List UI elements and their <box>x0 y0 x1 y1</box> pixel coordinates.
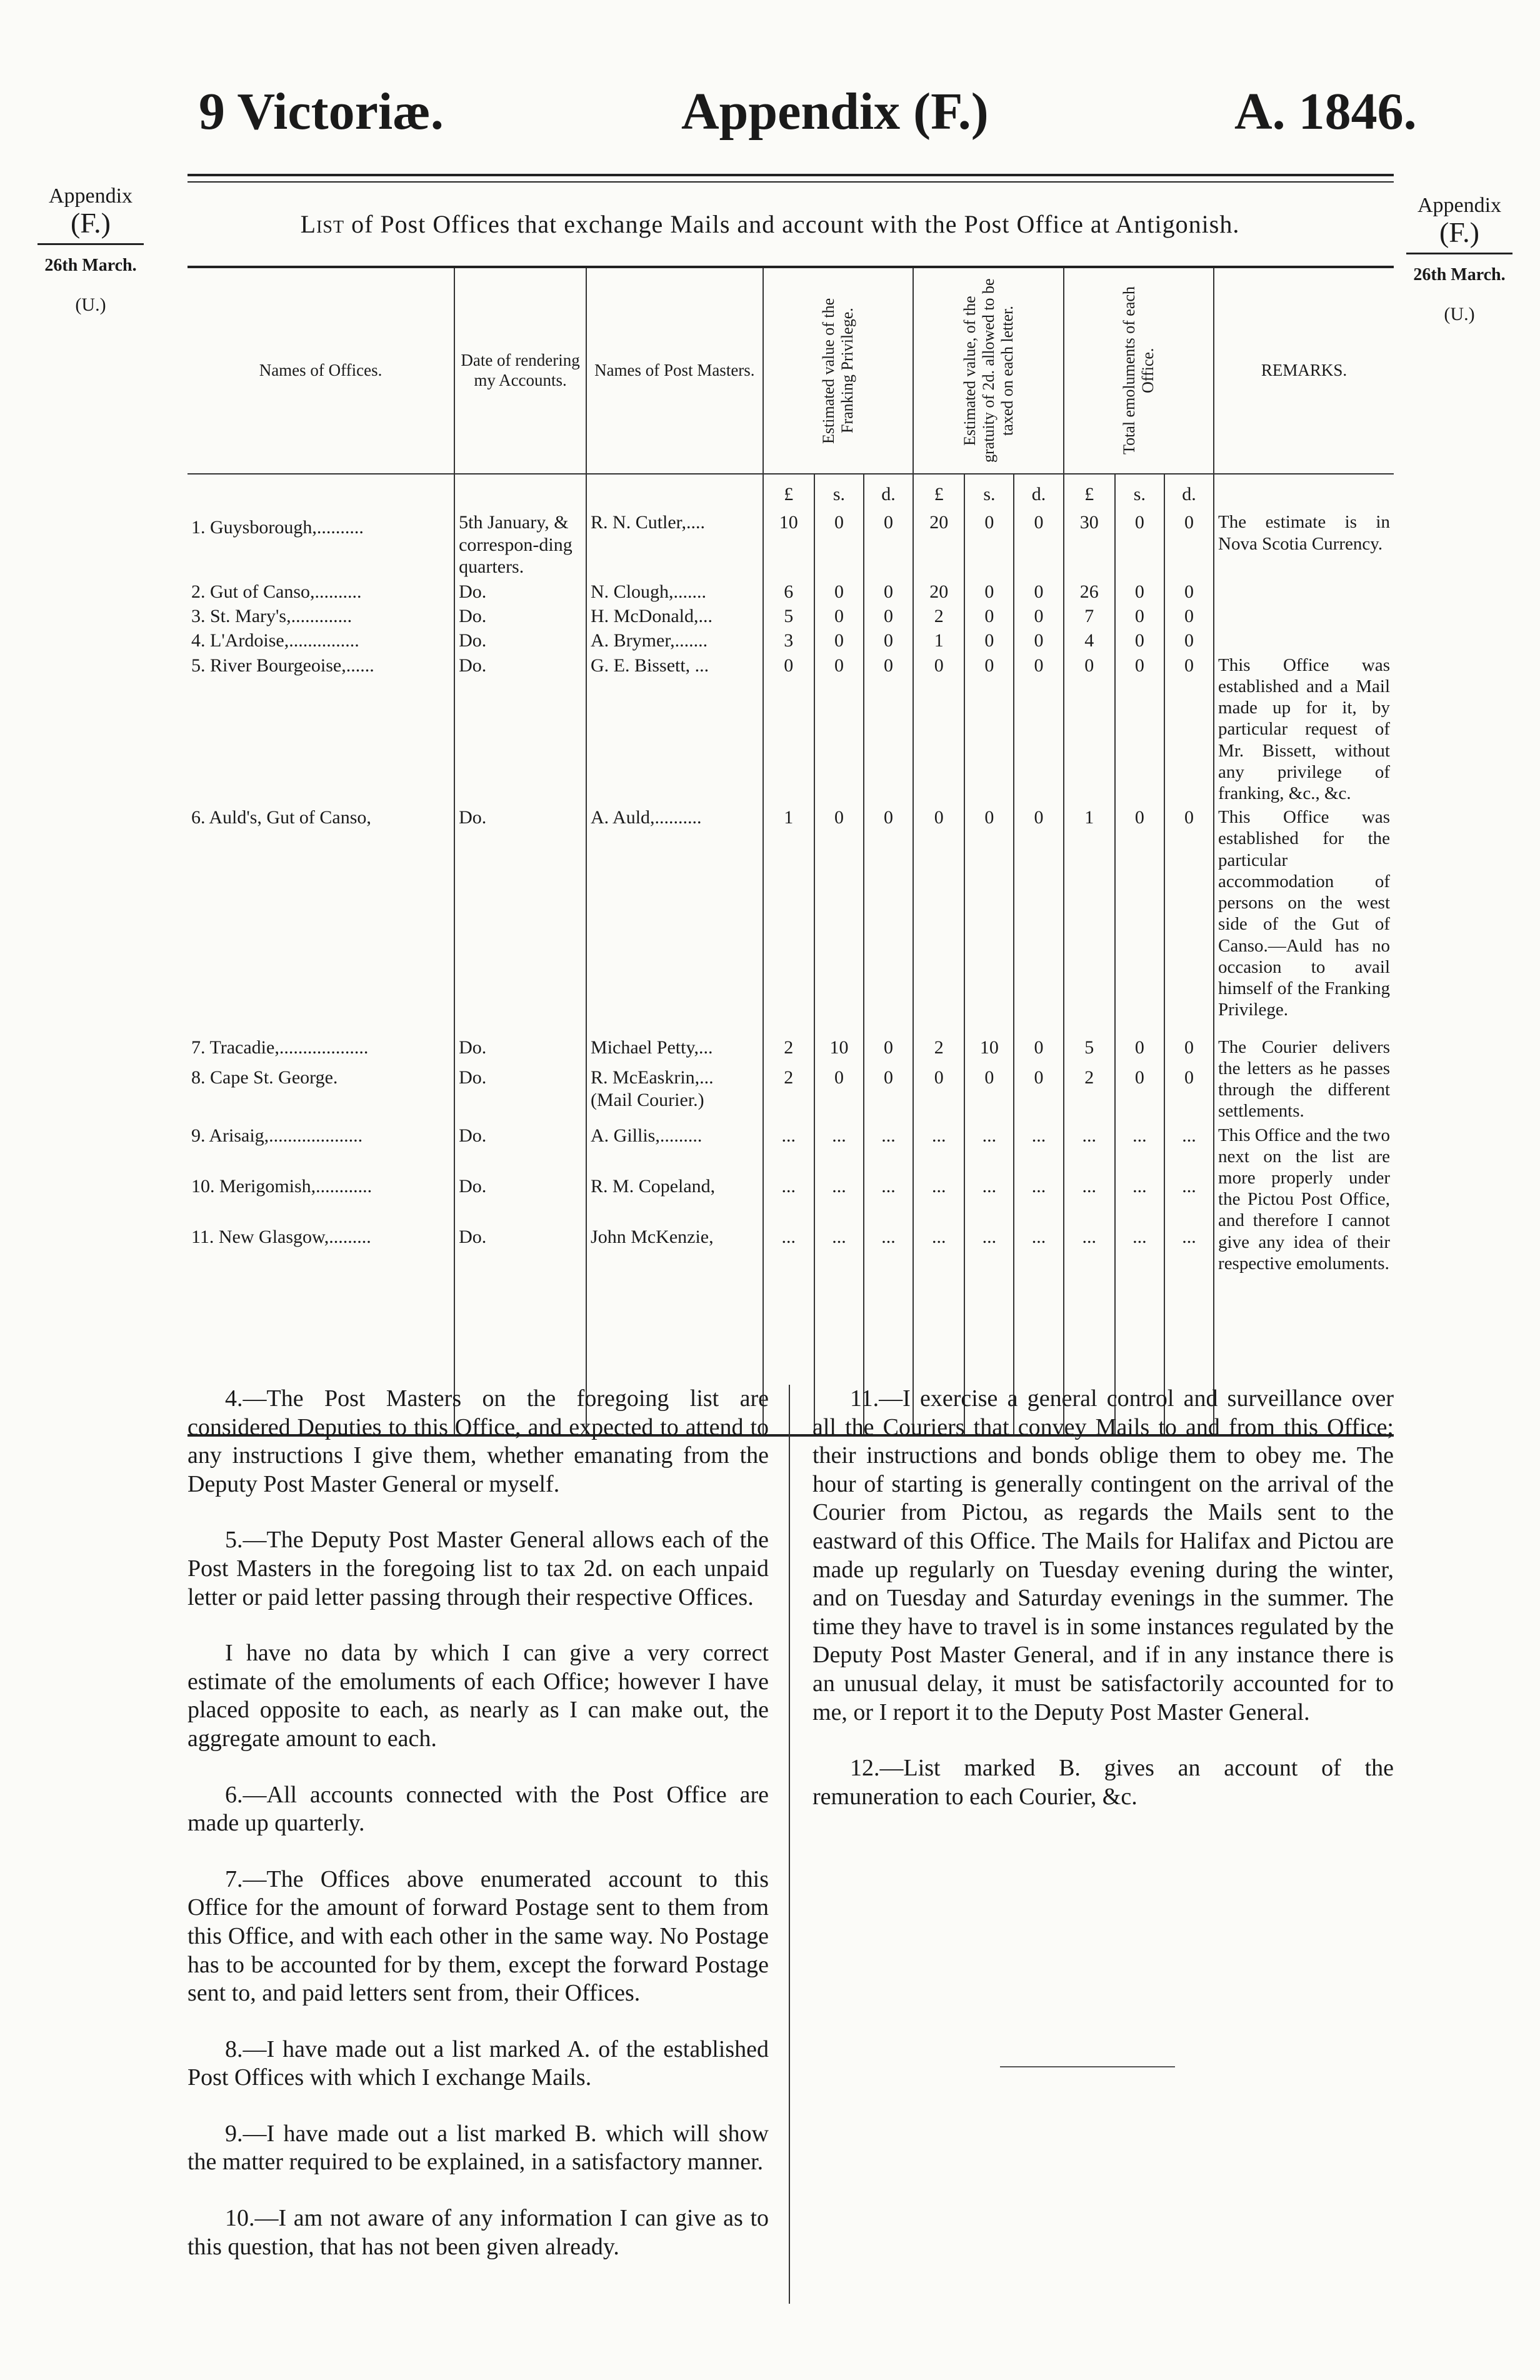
post-master-name: Michael Petty,... <box>591 1037 713 1058</box>
table-row <box>188 1174 1394 1225</box>
value-cell: 0 <box>814 628 864 653</box>
value-cell: 0 <box>913 653 964 806</box>
value-cell: 0 <box>814 580 864 604</box>
value-cell: 0 <box>814 604 864 628</box>
value-cell: 0 <box>864 510 913 579</box>
account-date: Do. <box>454 1065 586 1123</box>
value-cell: ... <box>964 1225 1014 1275</box>
remarks-cell: This Office was established for the particular accommodation of persons on the west side of the Gut of Canso.—Auld has no occasion to avail himself of the Franking Privilege. <box>1218 807 1390 1020</box>
value-cell: ... <box>1164 1225 1214 1275</box>
post-master-name: R. N. Cutler,.... <box>591 512 705 533</box>
value-cell: 0 <box>763 653 814 806</box>
value-cell: 0 <box>1164 580 1214 604</box>
col-header-date: Date of rendering my Accounts. <box>454 267 586 474</box>
office-name: 6. Auld's, Gut of Canso, <box>188 805 454 1035</box>
table-row <box>188 1065 1394 1123</box>
value-cell: ... <box>864 1123 913 1174</box>
value-cell: 10 <box>763 510 814 579</box>
side-note-left <box>25 184 156 315</box>
paragraph-8: 8.—I have made out a list marked A. of the established Post Offices with which I exchange Mails. <box>188 2036 769 2091</box>
title-text: of Post Offices that exchange Mails and account with the Post Office at Antigonish. <box>351 210 1240 238</box>
col-header-franking-text: Estimated value of the Franking Privilege. <box>819 298 856 444</box>
table-row <box>188 1225 1394 1275</box>
account-date: Do. <box>454 805 586 1035</box>
value-cell: ... <box>814 1174 864 1225</box>
value-cell: ... <box>763 1123 814 1174</box>
side-sub: (U.) <box>1444 303 1475 324</box>
value-cell: 0 <box>1164 1065 1214 1123</box>
post-master <box>586 805 763 1035</box>
table-row <box>188 1035 1394 1066</box>
unit-cell: £ <box>763 474 814 510</box>
value-cell: 0 <box>964 580 1014 604</box>
post-master-name: A. Gillis,......... <box>591 1125 702 1146</box>
account-date: 5th January, & correspon-ding quarters. <box>454 510 586 579</box>
post-master-name: G. E. Bissett, ... <box>591 655 709 676</box>
column-divider <box>789 1385 790 2304</box>
value-cell: 0 <box>1115 653 1164 806</box>
account-date: Do. <box>454 580 586 604</box>
value-cell: 30 <box>1064 510 1115 579</box>
value-cell: 0 <box>864 628 913 653</box>
post-master-note: (Mail Courier.) <box>591 1089 704 1110</box>
post-master <box>586 1225 763 1275</box>
side-date: 26th March. <box>44 255 137 275</box>
paragraph-4: 4.—The Post Masters on the foregoing list are considered Deputies to this Office, and expected to attend to any instructions I give them, whether emanating from the Deputy Post Master General or myself. <box>188 1385 769 1497</box>
office-name: 10. Merigomish,............ <box>188 1174 454 1225</box>
value-cell: ... <box>1115 1174 1164 1225</box>
account-date: Do. <box>454 1225 586 1275</box>
side-date: 26th March. <box>1413 264 1506 284</box>
value-cell: 0 <box>1014 1035 1063 1066</box>
paragraph-12: 12.—List marked B. gives an account of the remuneration to each Courier, &c. <box>812 1755 1394 1810</box>
value-cell: 0 <box>1115 805 1164 1035</box>
table-row <box>188 510 1394 579</box>
value-cell: ... <box>1115 1123 1164 1174</box>
value-cell: 0 <box>964 628 1014 653</box>
value-cell: 4 <box>1064 628 1115 653</box>
unit-cell: d. <box>1014 474 1063 510</box>
post-master-name: R. M. Copeland, <box>591 1175 716 1197</box>
value-cell: ... <box>864 1174 913 1225</box>
value-cell: ... <box>1064 1225 1115 1275</box>
value-cell: ... <box>964 1123 1014 1174</box>
remarks-cell: This Office was established and a Mail made up for it, by particular request of Mr. Bissett, without any privilege of franking, &c., &c. <box>1218 655 1390 804</box>
value-cell: ... <box>1064 1174 1115 1225</box>
side-rule <box>1406 253 1512 254</box>
post-master <box>586 653 763 806</box>
office-name: 4. L'Ardoise,............... <box>188 628 454 653</box>
account-date: Do. <box>454 604 586 628</box>
col-header-gratuity-text: Estimated value, of the gratuity of 2d. allowed to be taxed on each letter. <box>960 278 1016 463</box>
value-cell: ... <box>1014 1174 1063 1225</box>
table-row <box>188 628 1394 653</box>
value-cell: 10 <box>964 1035 1014 1066</box>
post-master <box>586 628 763 653</box>
value-cell: 2 <box>1064 1065 1115 1123</box>
post-master <box>586 580 763 604</box>
value-cell: 7 <box>1064 604 1115 628</box>
header-rule <box>188 174 1394 176</box>
value-cell: 0 <box>964 653 1014 806</box>
value-cell: 2 <box>763 1065 814 1123</box>
value-cell: 0 <box>1164 653 1214 806</box>
remarks-cell: This Office and the two next on the list are more properly under the Pictou Post Office, and therefore I cannot give any idea of their respective emoluments. <box>1218 1125 1390 1273</box>
value-cell: 5 <box>763 604 814 628</box>
col-header-remarks: REMARKS. <box>1214 267 1394 474</box>
header-rule-thin <box>188 181 1394 183</box>
paragraph-7: 7.—The Offices above enumerated account to this Office for the amount of forward Postage sent to them from this Office, and with each other in the same way. No Postage has to be accounted for by them, except the forward Postage sent to, and paid letters sent from, their Offices. <box>188 1865 769 2007</box>
value-cell: 0 <box>1014 805 1063 1035</box>
text-column-right <box>812 1385 1394 1839</box>
col-header-franking <box>763 267 913 474</box>
header-appendix: Appendix (F.) <box>681 83 989 141</box>
value-cell: 0 <box>1014 580 1063 604</box>
unit-cell: £ <box>913 474 964 510</box>
value-cell: ... <box>814 1123 864 1174</box>
side-sub: (U.) <box>75 294 106 315</box>
table-row <box>188 805 1394 1035</box>
value-cell: ... <box>913 1174 964 1225</box>
value-cell: ... <box>964 1174 1014 1225</box>
value-cell: ... <box>1064 1123 1115 1174</box>
value-cell: 2 <box>763 1035 814 1066</box>
value-cell: ... <box>763 1225 814 1275</box>
value-cell: ... <box>1164 1174 1214 1225</box>
post-master <box>586 1123 763 1174</box>
value-cell: 0 <box>1164 604 1214 628</box>
post-master <box>586 510 763 579</box>
side-rule <box>38 243 144 245</box>
value-cell: ... <box>763 1174 814 1225</box>
office-name: 9. Arisaig,.................... <box>188 1123 454 1174</box>
value-cell: 20 <box>913 510 964 579</box>
value-cell: 0 <box>864 805 913 1035</box>
col-header-master: Names of Post Masters. <box>586 267 763 474</box>
side-appendix: Appendix <box>1417 194 1502 217</box>
col-header-office: Names of Offices. <box>188 267 454 474</box>
value-cell: 0 <box>1164 628 1214 653</box>
value-cell: 1 <box>763 805 814 1035</box>
header-year: A. 1846. <box>1234 83 1417 141</box>
remarks-cell: The estimate is in Nova Scotia Currency. <box>1218 512 1390 554</box>
value-cell: ... <box>864 1225 913 1275</box>
value-cell: 0 <box>1164 1035 1214 1066</box>
post-master-name: John McKenzie, <box>591 1226 714 1247</box>
post-master-name: A. Auld,.......... <box>591 807 702 828</box>
value-cell: 0 <box>1115 628 1164 653</box>
value-cell: 0 <box>964 604 1014 628</box>
table-title <box>0 209 1540 239</box>
value-cell: 2 <box>913 1035 964 1066</box>
value-cell: 0 <box>964 805 1014 1035</box>
end-rule <box>1000 2066 1175 2067</box>
value-cell: 0 <box>814 510 864 579</box>
value-cell: 0 <box>814 653 864 806</box>
value-cell: 0 <box>1014 510 1063 579</box>
unit-cell: d. <box>1164 474 1214 510</box>
account-date: Do. <box>454 1123 586 1174</box>
office-name: 3. St. Mary's,............. <box>188 604 454 628</box>
value-cell: ... <box>1164 1123 1214 1174</box>
office-name: 8. Cape St. George. <box>188 1065 454 1123</box>
unit-cell: s. <box>964 474 1014 510</box>
table-row <box>188 580 1394 604</box>
col-header-gratuity <box>913 267 1063 474</box>
table-row <box>188 653 1394 806</box>
value-cell: 20 <box>913 580 964 604</box>
value-cell: 0 <box>1014 1065 1063 1123</box>
account-date: Do. <box>454 1174 586 1225</box>
value-cell: 0 <box>864 580 913 604</box>
value-cell: 0 <box>1115 580 1164 604</box>
post-master <box>586 1065 763 1123</box>
value-cell: 0 <box>864 604 913 628</box>
value-cell: 0 <box>864 1035 913 1066</box>
value-cell: 0 <box>1115 1035 1164 1066</box>
value-cell: 0 <box>913 805 964 1035</box>
value-cell: 0 <box>1164 510 1214 579</box>
table-row <box>188 604 1394 628</box>
value-cell: 6 <box>763 580 814 604</box>
value-cell: 0 <box>1115 604 1164 628</box>
value-cell: 0 <box>1164 805 1214 1035</box>
unit-cell: s. <box>814 474 864 510</box>
office-name: 11. New Glasgow,......... <box>188 1225 454 1275</box>
side-letter: (F.) <box>70 207 111 239</box>
unit-cell: £ <box>1064 474 1115 510</box>
office-name: 1. Guysborough,.......... <box>188 510 454 579</box>
value-cell: 0 <box>1064 653 1115 806</box>
office-name: 2. Gut of Canso,.......... <box>188 580 454 604</box>
post-master-name: H. McDonald,... <box>591 605 712 626</box>
post-master-name: R. McEaskrin,... <box>591 1067 714 1088</box>
value-cell: 0 <box>1014 604 1063 628</box>
value-cell: ... <box>913 1123 964 1174</box>
text-column-left <box>188 1385 769 2289</box>
value-cell: ... <box>1014 1123 1063 1174</box>
office-name: 5. River Bourgeoise,...... <box>188 653 454 806</box>
account-date: Do. <box>454 1035 586 1066</box>
col-header-total <box>1064 267 1214 474</box>
col-header-total-text: Total emoluments of each Office. <box>1119 286 1157 455</box>
value-cell: 1 <box>1064 805 1115 1035</box>
post-master <box>586 1035 763 1066</box>
header-volume: 9 Victoriæ. <box>199 83 444 141</box>
value-cell: 10 <box>814 1035 864 1066</box>
office-name: 7. Tracadie,................... <box>188 1035 454 1066</box>
account-date: Do. <box>454 653 586 806</box>
value-cell: 5 <box>1064 1035 1115 1066</box>
value-cell: 0 <box>1115 510 1164 579</box>
paragraph-9: 9.—I have made out a list marked B. which will show the matter required to be explained, in a satisfactory manner. <box>188 2120 769 2176</box>
value-cell: 0 <box>964 1065 1014 1123</box>
paragraph-6: 6.—All accounts connected with the Post Office are made up quarterly. <box>188 1781 769 1837</box>
paragraph-10: 10.—I am not aware of any information I can give as to this question, that has not been given already. <box>188 2205 769 2260</box>
value-cell: 0 <box>964 510 1014 579</box>
side-appendix: Appendix <box>48 184 133 208</box>
unit-cell: s. <box>1115 474 1164 510</box>
value-cell: 0 <box>1014 628 1063 653</box>
value-cell: 0 <box>864 653 913 806</box>
value-cell: 3 <box>763 628 814 653</box>
account-date: Do. <box>454 628 586 653</box>
value-cell: ... <box>913 1225 964 1275</box>
value-cell: ... <box>1115 1225 1164 1275</box>
units-row <box>188 474 1394 510</box>
unit-cell: d. <box>864 474 913 510</box>
post-master-name: N. Clough,....... <box>591 581 707 602</box>
value-cell: 0 <box>864 1065 913 1123</box>
value-cell: 2 <box>913 604 964 628</box>
value-cell: 0 <box>913 1065 964 1123</box>
table-row <box>188 1123 1394 1174</box>
paragraph-5: 5.—The Deputy Post Master General allows each of the Post Masters in the foregoing list to tax 2d. on each unpaid letter or paid letter passing through their respective Offices. <box>188 1527 769 1610</box>
post-office-table <box>188 266 1394 1437</box>
paragraph-5b: I have no data by which I can give a very correct estimate of the emoluments of each Office; however I have placed opposite to each, as nearly as I can make out, the aggregate amount to each. <box>188 1640 769 1752</box>
post-master-name: A. Brymer,....... <box>591 630 708 651</box>
post-master <box>586 604 763 628</box>
value-cell: 0 <box>814 805 864 1035</box>
value-cell: 26 <box>1064 580 1115 604</box>
value-cell: ... <box>1014 1225 1063 1275</box>
value-cell: 0 <box>1014 653 1063 806</box>
post-master <box>586 1174 763 1225</box>
paragraph-11: 11.—I exercise a general control and surveillance over all the Couriers that convey Mails to and from this Office; their instructions and bonds oblige them to obey me. The hour of starting is generally contingent on the arrival of the Courier from Pictou, as regards the Mails sent to the eastward of this Office. The Mails for Halifax and Pictou are made up regularly on Tuesday evening during the winter, and on Tuesday and Saturday evenings in the summer. The time they have to travel is in some instances regulated by the Deputy Post Master General, and if in any instance there is an unusual delay, it must be satisfactorily accounted for to me, or I report it to the Deputy Post Master General. <box>812 1385 1394 1725</box>
value-cell: 1 <box>913 628 964 653</box>
side-letter: (F.) <box>1439 216 1480 249</box>
title-prefix: List <box>300 210 345 238</box>
value-cell: ... <box>814 1225 864 1275</box>
value-cell: 0 <box>1115 1065 1164 1123</box>
remarks-cell: The Courier delivers the letters as he passes through the different settlements. <box>1218 1037 1390 1122</box>
value-cell: 0 <box>814 1065 864 1123</box>
